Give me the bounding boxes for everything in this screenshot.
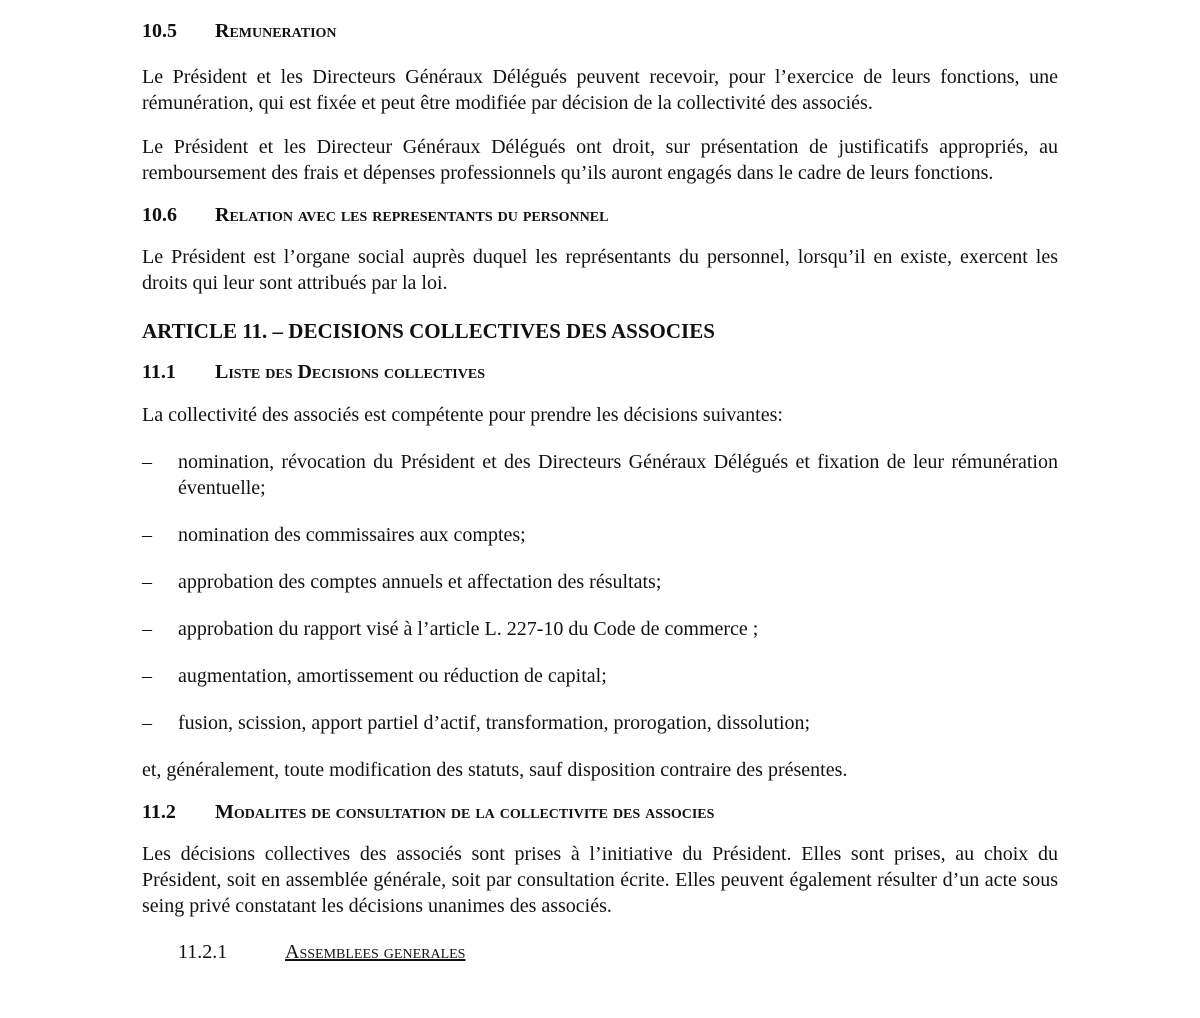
paragraph: Les décisions collectives des associés sont prises à l’initiative du Président. Elles sont prises, au choix du Président, soit en assemblée générale, soit par consultation écrite. Elles peuvent également résulter d’un acte sous seing privé constatant les décisions unanimes des associés. [142, 843, 1058, 917]
paragraph: Le Président est l’organe social auprès duquel les représentants du personnel, lorsqu’il en existe, exercent les droits qui leur sont attribués par la loi. [142, 246, 1058, 294]
section-title: Relation avec les representants du personnel [215, 204, 609, 226]
section-title: Modalites de consultation de la collectivite des associes [215, 801, 715, 823]
list-item [142, 710, 1058, 736]
section-title: Liste des Decisions collectives [215, 361, 485, 383]
list-item-text: fusion, scission, apport partiel d’actif, transformation, prorogation, dissolution; [178, 712, 811, 734]
document-page [142, 14, 1058, 965]
paragraph: Le Président et les Directeurs Généraux Délégués peuvent recevoir, pour l’exercice de leurs fonctions, une rémunération, qui est fixée et peut être modifiée par décision de la collectivité des associés. [142, 66, 1058, 114]
dash-bullet: – [142, 712, 152, 734]
list-item-text: nomination, révocation du Président et des Directeurs Généraux Délégués et fixation de leur rémunération éventuelle; [178, 451, 1058, 499]
section-number: 11.1 [142, 361, 176, 383]
list-item [142, 569, 1058, 595]
section-title: Remuneration [215, 20, 337, 42]
dash-bullet: – [142, 571, 152, 593]
list-item-text: augmentation, amortissement ou réduction de capital; [178, 665, 607, 687]
dash-bullet: – [142, 524, 152, 546]
section-10-6-heading [142, 200, 1058, 230]
section-11-2-heading [142, 797, 1058, 827]
article-11-title: ARTICLE 11. – DECISIONS COLLECTIVES DES ASSOCIES [142, 319, 715, 343]
list-item-text: nomination des commissaires aux comptes; [178, 524, 526, 546]
section-number: 10.6 [142, 204, 177, 226]
dash-bullet: – [142, 665, 152, 687]
section-11-2-1-heading [178, 939, 1058, 965]
decisions-list [142, 449, 1058, 736]
paragraph: Le Président et les Directeur Généraux Délégués ont droit, sur présentation de justificatifs appropriés, au remboursement des frais et dépenses professionnels qu’ils auront engagés dans le cadre de leurs fonctions. [142, 136, 1058, 184]
section-number: 11.2 [142, 801, 176, 823]
paragraph: et, généralement, toute modification des statuts, sauf disposition contraire des présentes. [142, 759, 848, 781]
dash-bullet: – [142, 618, 152, 640]
dash-bullet: – [142, 451, 152, 473]
list-item [142, 449, 1058, 501]
section-number: 11.2.1 [178, 941, 228, 963]
list-item-text: approbation du rapport visé à l’article L. 227-10 du Code de commerce ; [178, 618, 759, 640]
list-item [142, 663, 1058, 689]
section-title: Assemblees generales [285, 941, 466, 963]
section-10-5-heading [142, 16, 1058, 46]
list-item-text: approbation des comptes annuels et affectation des résultats; [178, 571, 662, 593]
list-item [142, 616, 1058, 642]
section-11-1-heading [142, 357, 1058, 387]
paragraph: La collectivité des associés est compétente pour prendre les décisions suivantes: [142, 404, 783, 426]
section-number: 10.5 [142, 20, 177, 42]
list-item [142, 522, 1058, 548]
